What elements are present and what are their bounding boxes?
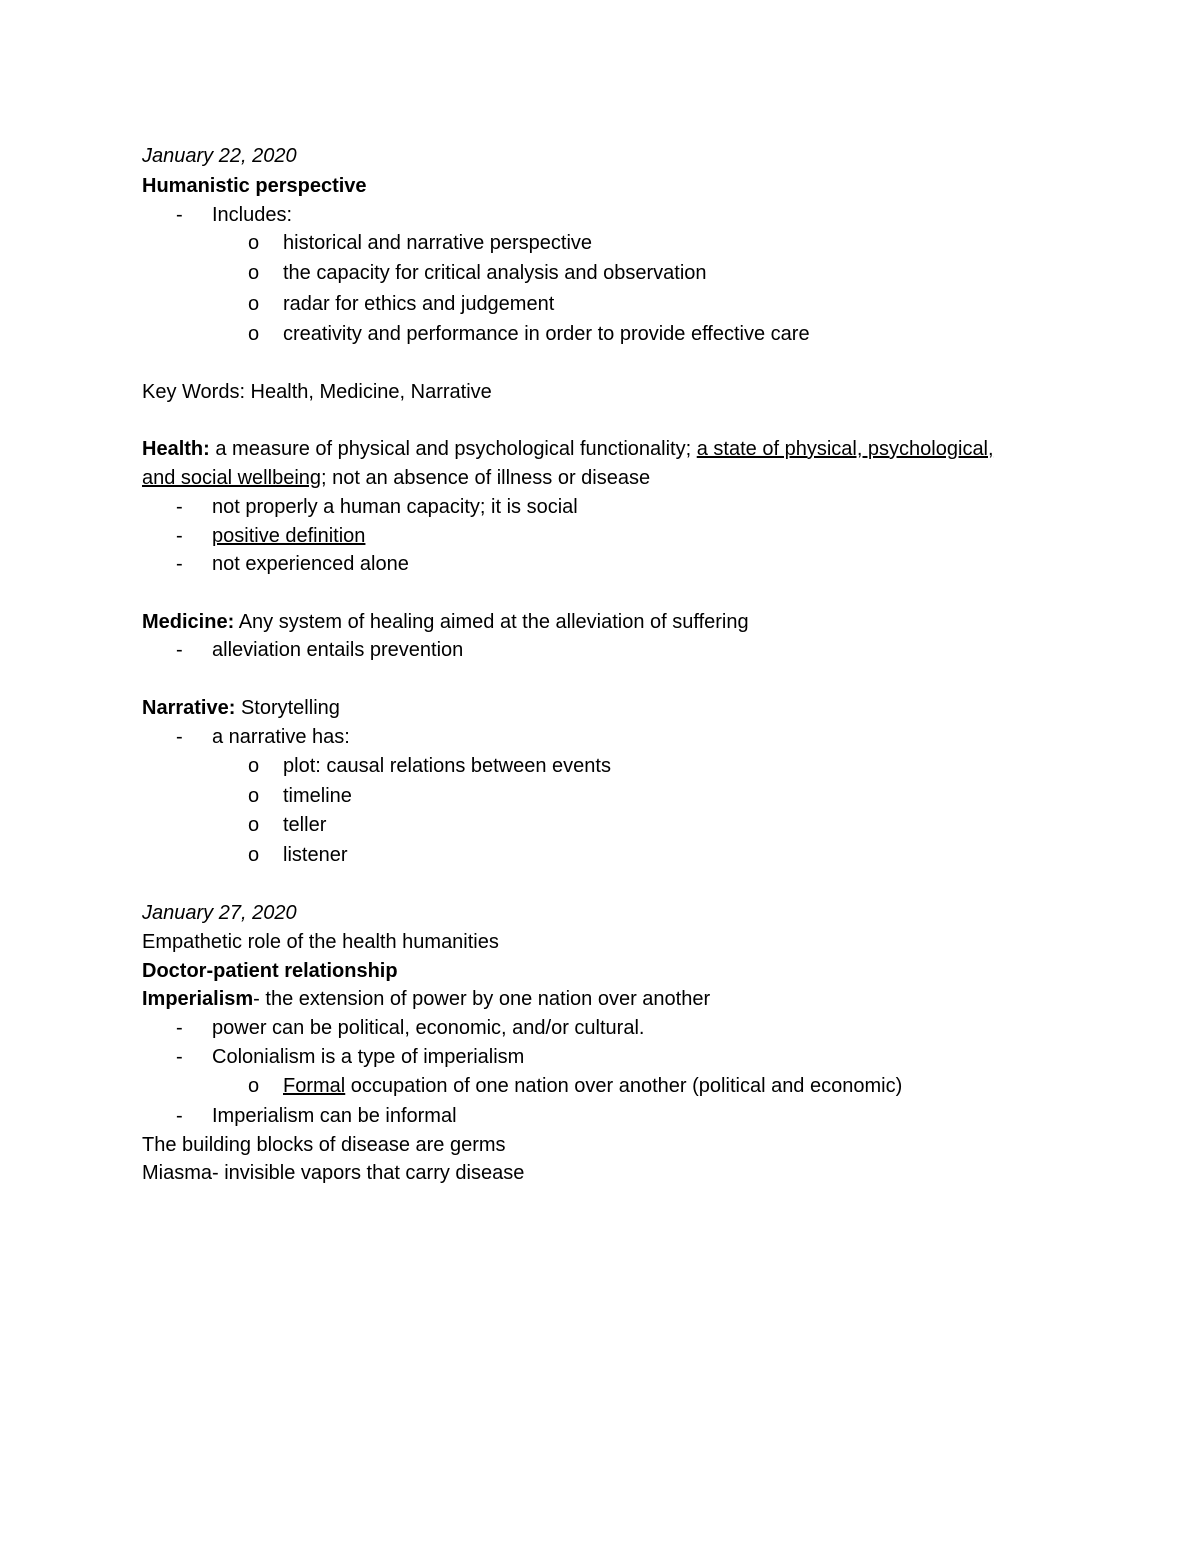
dash-bullet: - [176, 525, 183, 547]
health-def-part1: a measure of physical and psychological functionality; [209, 438, 697, 460]
list-item: Colonialism is a type of imperialism [212, 1046, 525, 1068]
sub-bullet: o [248, 814, 260, 836]
health-term: Health: [142, 438, 210, 460]
narrative-definition [142, 696, 340, 720]
sub-bullet: o [248, 785, 260, 807]
dash-bullet: - [176, 1105, 183, 1127]
date-heading: January 22, 2020 [142, 145, 297, 167]
date-heading: January 27, 2020 [142, 902, 297, 924]
list-item: plot: causal relations between events [283, 755, 611, 777]
dash-bullet: - [176, 553, 183, 575]
health-def-underlined-2: and social wellbeing [142, 467, 322, 489]
narrative-term: Narrative: [142, 697, 236, 719]
dash-bullet: - [176, 1017, 183, 1039]
list-item: alleviation entails prevention [212, 639, 464, 661]
text-line: Empathetic role of the health humanities [142, 931, 499, 953]
health-def-underlined-1: a state of physical, psychological, [696, 438, 994, 460]
list-item: listener [283, 844, 348, 866]
list-item: positive definition [212, 525, 366, 547]
list-item: historical and narrative perspective [283, 232, 593, 254]
medicine-term: Medicine: [142, 611, 235, 633]
imperialism-def: - the extension of power by one nation over another [253, 988, 711, 1010]
health-def-part2: ; not an absence of illness or disease [321, 467, 651, 489]
dash-bullet: - [176, 496, 183, 518]
narrative-def: Storytelling [235, 697, 340, 719]
includes-label: Includes: [212, 204, 293, 226]
sub-bullet: o [248, 293, 260, 315]
list-item: not properly a human capacity; it is social [212, 496, 578, 518]
list-item: timeline [283, 785, 352, 807]
list-item: teller [283, 814, 327, 836]
list-item: not experienced alone [212, 553, 409, 575]
text-line: Miasma- invisible vapors that carry disease [142, 1162, 525, 1184]
health-definition-line-1 [142, 437, 994, 461]
list-item [283, 1074, 902, 1098]
imperialism-definition [142, 987, 710, 1011]
key-words-line: Key Words: Health, Medicine, Narrative [142, 381, 492, 403]
sub-bullet: o [248, 1075, 260, 1097]
formal-word: Formal [283, 1075, 346, 1097]
text-line: The building blocks of disease are germs [142, 1134, 506, 1156]
list-item: the capacity for critical analysis and observation [283, 262, 707, 284]
dash-bullet: - [176, 1046, 183, 1068]
list-item: creativity and performance in order to provide effective care [283, 323, 810, 345]
sub-bullet: o [248, 323, 260, 345]
dash-bullet: - [176, 204, 183, 226]
medicine-def: Any system of healing aimed at the alleviation of suffering [234, 611, 749, 633]
sub-bullet: o [248, 262, 260, 284]
medicine-definition [142, 610, 749, 634]
sub-bullet: o [248, 755, 260, 777]
health-definition-line-2 [142, 466, 650, 490]
dash-bullet: - [176, 639, 183, 661]
sub-bullet: o [248, 844, 260, 866]
dash-bullet: - [176, 726, 183, 748]
section-heading: Doctor-patient relationship [142, 960, 398, 982]
list-item: a narrative has: [212, 726, 350, 748]
sub-bullet: o [248, 232, 260, 254]
imperialism-term: Imperialism [142, 988, 254, 1010]
list-item: Imperialism can be informal [212, 1105, 457, 1127]
section-heading: Humanistic perspective [142, 175, 367, 197]
list-item: radar for ethics and judgement [283, 293, 555, 315]
formal-rest: occupation of one nation over another (political and economic) [345, 1075, 903, 1097]
list-item: power can be political, economic, and/or cultural. [212, 1017, 645, 1039]
